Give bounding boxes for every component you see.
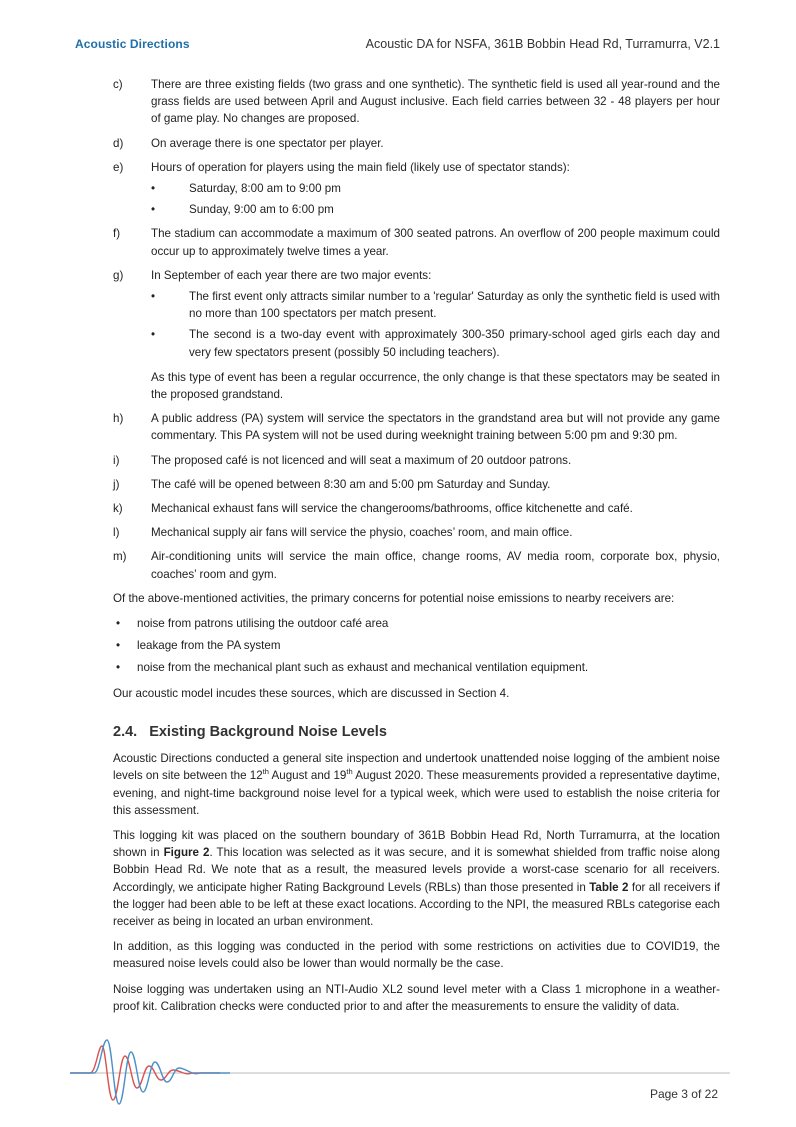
page-number: Page 3 of 22 <box>649 1087 718 1101</box>
model-note: Our acoustic model incudes these sources, which are discussed in Section 4. <box>113 686 510 700</box>
item-marker: l) <box>113 526 120 540</box>
item-text: A public address (PA) system will service the spectators in the grandstand area but will not provide any game commentary. This PA system will not be used during weeknight training between 5:00 pm and 9:30 pm. <box>151 412 720 443</box>
item-marker: k) <box>113 502 123 516</box>
concerns-list <box>113 615 720 677</box>
document-title: Acoustic DA for NSFA, 361B Bobbin Head Rd, Turramurra, V2.1 <box>365 37 720 51</box>
item-marker: h) <box>113 412 124 426</box>
list-item <box>113 524 720 541</box>
sub-bullet <box>151 201 720 218</box>
bullet-icon: • <box>116 617 121 631</box>
list-item <box>113 267 720 403</box>
bullet-icon: • <box>116 661 121 675</box>
item-text: In September of each year there are two major events: <box>151 268 432 282</box>
paragraph-logging-period: Acoustic Directions conducted a general site inspection and undertook unattended noise logging of the ambient noise levels on site between the 12th August and 19th August 2020. These measurements provided a representative daytime, evening, and night-time background noise level for a typical week, which were used to establish the noise criteria for this assessment. <box>113 752 721 817</box>
item-marker: d) <box>113 136 124 150</box>
list-item <box>113 135 720 152</box>
sub-bullet-text: The second is a two-day event with approximately 300-350 primary-school aged girls each day and very few spectators present (possibly 50 including teachers). <box>189 328 720 359</box>
section-number: 2.4. <box>113 723 138 740</box>
sub-bullet <box>151 288 720 322</box>
activity-list <box>113 76 720 583</box>
item-marker: g) <box>113 268 124 282</box>
bullet-icon: • <box>151 203 156 217</box>
concern-item <box>113 615 720 632</box>
page-header <box>0 0 796 60</box>
list-item <box>113 225 720 259</box>
item-marker: c) <box>113 78 123 91</box>
item-text: On average there is one spectator per player. <box>151 136 384 150</box>
item-marker: f) <box>113 227 121 241</box>
list-item <box>113 159 720 219</box>
item-text: Air-conditioning units will service the main office, change rooms, AV media room, corporate box, physio, coaches’ room and gym. <box>151 550 720 581</box>
item-text: Mechanical exhaust fans will service the changerooms/bathrooms, office kitchenette and café. <box>151 502 633 516</box>
company-logo: Acoustic Directions <box>75 37 190 51</box>
sub-bullet-text: Saturday, 8:00 am to 9:00 pm <box>189 182 341 196</box>
item-text: There are three existing fields (two grass and one synthetic). The synthetic field is used all year-round and the grass fields are used between April and August inclusive. Each field carries between 32 - 48 players per hour of game play. No changes are proposed. <box>151 78 720 126</box>
item-text: Mechanical supply air fans will service the physio, coaches’ room, and main office. <box>151 526 573 540</box>
item-note: As this type of event has been a regular occurrence, the only change is that these spectators may be seated in the proposed grandstand. <box>151 370 720 402</box>
footer-waveform-logo <box>70 1038 730 1108</box>
concern-text: leakage from the PA system <box>137 639 281 653</box>
list-item <box>113 410 720 444</box>
item-marker: m) <box>113 550 127 564</box>
list-item <box>113 500 720 517</box>
item-text: The proposed café is not licenced and will seat a maximum of 20 outdoor patrons. <box>151 453 572 467</box>
list-item <box>113 548 720 582</box>
item-text: The café will be opened between 8:30 am and 5:00 pm Saturday and Sunday. <box>151 477 551 491</box>
sub-bullet <box>151 180 720 197</box>
blue-wave <box>70 1040 230 1104</box>
concern-text: noise from the mechanical plant such as exhaust and mechanical ventilation equipment. <box>137 661 589 675</box>
item-marker: e) <box>113 160 124 174</box>
bullet-icon: • <box>151 182 156 196</box>
concern-item <box>113 659 720 676</box>
table-reference[interactable]: Table 2 <box>589 880 629 894</box>
section-title: Existing Background Noise Levels <box>149 723 387 740</box>
paragraph-logger-location: This logging kit was placed on the southern boundary of 361B Bobbin Head Rd, North Turramurra, at the location shown in Figure 2. This location was selected as it was secure, and it is somewhat shielded from traffic noise along Bobbin Head Rd. We note that as a result, the measured levels provide a worst-case scenario for all receivers. Accordingly, we anticipate higher Rating Background Levels (RBLs) than those presented in Table 2 for all receivers if the logger had been able to be left at these exact locations. According to the NPI, the measured RBLs categorise each receiver as being in located an urban environment. <box>113 828 721 928</box>
list-item <box>113 76 720 128</box>
concern-item <box>113 637 720 654</box>
list-item <box>113 452 720 469</box>
paragraph-equipment: Noise logging was undertaken using an NTI-Audio XL2 sound level meter with a Class 1 microphone in a weather-proof kit. Calibration checks were conducted prior to and after the measurements to ensure the validity of data. <box>113 982 720 1013</box>
concern-text: noise from patrons utilising the outdoor café area <box>137 617 389 631</box>
item-marker: j) <box>113 477 120 491</box>
concerns-intro: Of the above-mentioned activities, the primary concerns for potential noise emissions to nearby receivers are: <box>113 591 675 605</box>
bullet-icon: • <box>151 328 156 342</box>
sub-bullet <box>151 326 720 360</box>
figure-reference[interactable]: Figure 2 <box>163 846 210 860</box>
bullet-icon: • <box>151 290 156 304</box>
item-text: Hours of operation for players using the main field (likely use of spectator stands): <box>151 160 570 174</box>
item-text: The stadium can accommodate a maximum of 300 seated patrons. An overflow of 200 people maximum could occur up to approximately twelve times a year. <box>151 227 720 258</box>
sub-bullet-text: The first event only attracts similar number to a 'regular' Saturday as only the synthetic field is used with no more than 100 spectators per match present. <box>189 290 720 321</box>
item-marker: i) <box>113 453 120 467</box>
bullet-icon: • <box>116 639 121 653</box>
paragraph-covid-note: In addition, as this logging was conducted in the period with some restrictions on activities due to COVID19, the measured noise levels could also be lower than would normally be the case. <box>113 940 720 971</box>
list-item <box>113 476 720 493</box>
sub-bullet-text: Sunday, 9:00 am to 6:00 pm <box>189 203 334 217</box>
page-content <box>113 76 720 1023</box>
section-heading <box>113 724 720 741</box>
